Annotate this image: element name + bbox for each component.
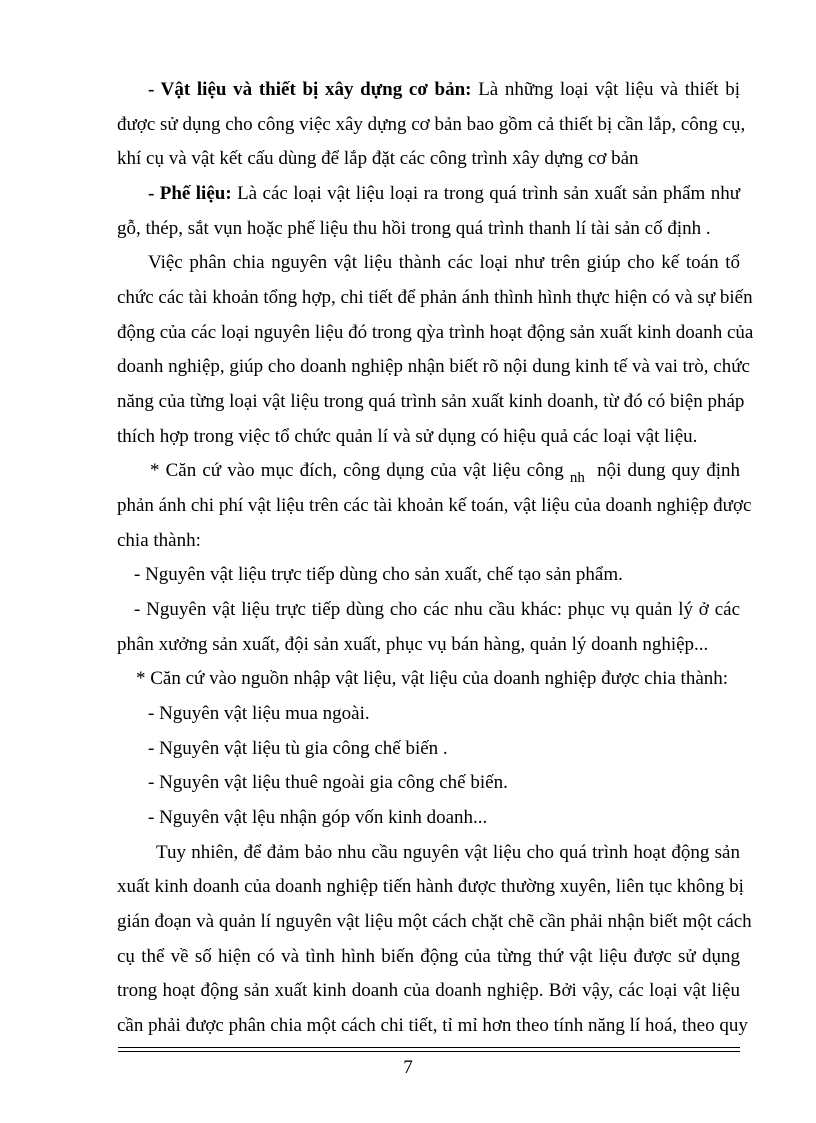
term-heading: - Vật liệu và thiết bị xây dựng cơ bản:: [148, 79, 472, 100]
paragraph-line: động của các loại nguyên liệu đó trong qỳa trình hoạt động sản xuất kinh doanh của: [117, 321, 754, 343]
paragraph-line: cụ thể về số hiện có và tình hình biến động của từng thứ vật liệu được sử dụng: [117, 945, 740, 967]
paragraph-line: xuất kinh doanh của doanh nghiệp tiến hành được thường xuyên, liên tục không bị: [117, 876, 744, 898]
paragraph-line: chức các tài khoản tổng hợp, chi tiết để phản ánh thình hình thực hiện có và sự biến: [117, 287, 753, 308]
paragraph-line: Tuy nhiên, để đảm bảo nhu cầu nguyên vật liệu cho quá trình hoạt động sản: [156, 841, 740, 863]
paragraph-line: phản ánh chi phí vật liệu trên các tài khoản kế toán, vật liệu của doanh nghiệp được: [117, 495, 752, 516]
paragraph-line: trong hoạt động sản xuất kinh doanh của doanh nghiệp. Bởi vậy, các loại vật liệu: [117, 980, 740, 1002]
footer-rule-bottom: [118, 1051, 740, 1052]
paragraph-line: phân xưởng sản xuất, đội sản xuất, phục vụ bán hàng, quản lý doanh nghiệp...: [117, 633, 709, 655]
line-text: nội dung quy định: [597, 460, 741, 482]
line-text: Là các loại vật liệu loại ra trong quá trình sản xuất sản phẩm như: [237, 183, 740, 204]
paragraph-line: được sử dụng cho công việc xây dựng cơ bản bao gồm cả thiết bị cần lắp, công cụ,: [117, 113, 746, 135]
list-item: - Nguyên vật lệu nhận góp vốn kinh doanh...: [148, 807, 488, 828]
list-item: - Nguyên vật liệu tù gia công chế biến .: [148, 737, 448, 759]
paragraph-line: chia thành:: [117, 529, 201, 551]
term-heading: - Phế liệu:: [148, 183, 232, 204]
subscript-text: nh: [569, 470, 585, 487]
paragraph-line: [150, 459, 741, 487]
paragraph-line: - Nguyên vật liệu trực tiếp dùng cho các nhu cầu khác: phục vụ quản lý ở các: [134, 599, 740, 620]
paragraph-line: gỗ, thép, sắt vụn hoặc phế liệu thu hồi trong quá trình thanh lí tài sản cố định .: [117, 217, 711, 239]
paragraph-line: [148, 182, 740, 206]
line-text: * Căn cứ vào mục đích, công dụng của vật liệu công: [150, 460, 564, 482]
page-number: 7: [403, 1057, 413, 1078]
paragraph-line: khí cụ và vật kết cấu dùng để lắp đặt các công trình xây dựng cơ bản: [117, 148, 639, 170]
paragraph-line: * Căn cứ vào nguồn nhập vật liệu, vật liệu của doanh nghiệp được chia thành:: [136, 668, 729, 690]
line-text: Là những loại vật liệu và thiết bị: [478, 79, 740, 100]
paragraph-line: - Nguyên vật liệu trực tiếp dùng cho sản xuất, chế tạo sản phẩm.: [134, 564, 623, 586]
list-item: - Nguyên vật liệu mua ngoài.: [148, 703, 370, 724]
footer-rule-top: [118, 1047, 740, 1048]
paragraph-line: năng của từng loại vật liệu trong quá trình sản xuất kinh doanh, từ đó có biện pháp: [117, 391, 745, 412]
paragraph-line: cần phải được phân chia một cách chi tiết, tỉ mỉ hơn theo tính năng lí hoá, theo quy: [117, 1015, 748, 1036]
paragraph-line: doanh nghiệp, giúp cho doanh nghiệp nhận biết rõ nội dung kinh tế và vai trò, chức: [117, 356, 750, 378]
list-item: - Nguyên vật liệu thuê ngoài gia công chế biến.: [148, 772, 508, 794]
paragraph-line: gián đoạn và quản lí nguyên vật liệu một cách chặt chẽ cần phải nhận biết một cách: [117, 911, 752, 932]
paragraph-line: Việc phân chia nguyên vật liệu thành các loại như trên giúp cho kế toán tổ: [148, 252, 740, 274]
paragraph-line: thích hợp trong việc tổ chức quản lí và sử dụng có hiệu quả các loại vật liệu.: [117, 425, 698, 447]
paragraph-line: [148, 78, 740, 102]
